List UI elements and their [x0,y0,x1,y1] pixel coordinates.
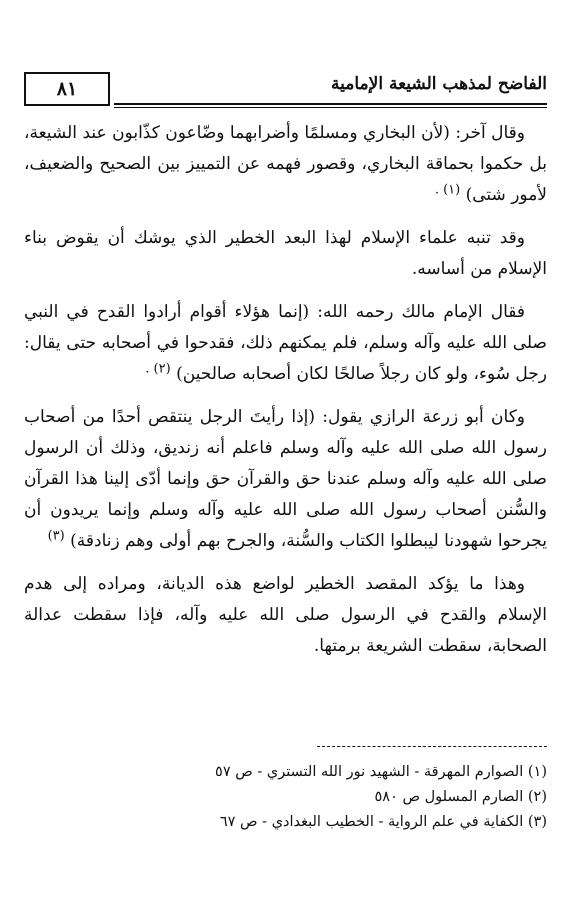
paragraph-text: وقد تنبه علماء الإسلام لهذا البعد الخطير الذي يوشك أن يقوض بناء الإسلام من أساسه. [24,228,547,279]
footnote-ref: (٢) . [145,361,171,377]
footnote: (٣) الكفاية في علم الرواية - الخطيب البغدادي - ص ٦٧ [219,814,547,830]
paragraph [24,569,547,662]
paragraph [24,223,547,285]
page-header [24,72,547,108]
footnotes [24,760,547,835]
footnote: (٢) الصارم المسلول ص ٥٨٠ [374,789,547,805]
paragraph [24,118,547,211]
footnote: (١) الصوارم المهرقة - الشهيد نور الله التستري - ص ٥٧ [215,764,547,780]
footnote-separator [317,746,547,747]
paragraph [24,297,547,390]
page-number-box [24,72,110,106]
paragraph-text: وهذا ما يؤكد المقصد الخطير لواضع هذه الديانة، ومراده إلى هدم الإسلام والقدح في الرسول صلى الله عليه وآله، فإذا سقطت عدالة الصحابة، سقطت الشريعة برمتها. [24,574,547,656]
header-rule [114,103,547,105]
paragraph-text: وكان أبو زرعة الرازي يقول: (إذا رأيتَ الرجل ينتقص أحدًا من أصحاب رسول الله صلى الله عليه وآله وسلم فاعلم أنه زنديق، وذلك أن الرسول صلى الله عليه وآله وسلم عندنا حق والقرآن حق وإنما أدّى إلينا هذا القرآن والسُّنن أصحاب رسول الله صلى الله عليه وآله وسلم وإنما يريدون أن يجرحوا شهودنا ليبطلوا الكتاب والسُّنة، والجرح بهم أولى وهم زنادقة) [24,407,547,551]
header-rule-thin [114,107,547,108]
paragraph-text: فقال الإمام مالك رحمه الله: (إنما هؤلاء أقوام أرادوا القدح في النبي صلى الله عليه وآله وسلم، فلم يمكنهم ذلك، فقدحوا في أصحابه حتى يقال: رجل سُوء، ولو كان رجلاً صالحًا لكان أصحابه صالحين) [24,302,547,384]
footnote-ref: (٣) [47,528,65,544]
page-number: ٨١ [56,78,78,100]
running-title: الفاضح لمذهب الشيعة الإمامية [330,74,547,94]
main-text [24,118,547,662]
footnote-ref: (١) . [434,182,461,198]
paragraph [24,402,547,557]
paragraph-text: وقال آخر: (لأن البخاري ومسلمًا وأضرابهما وضّاعون كذّابون عند الشيعة، بل حكموا بحماقة البخاري، وقصور فهمه عن التمييز بين الصحيح والضعيف، لأمور شتى) [24,123,547,205]
